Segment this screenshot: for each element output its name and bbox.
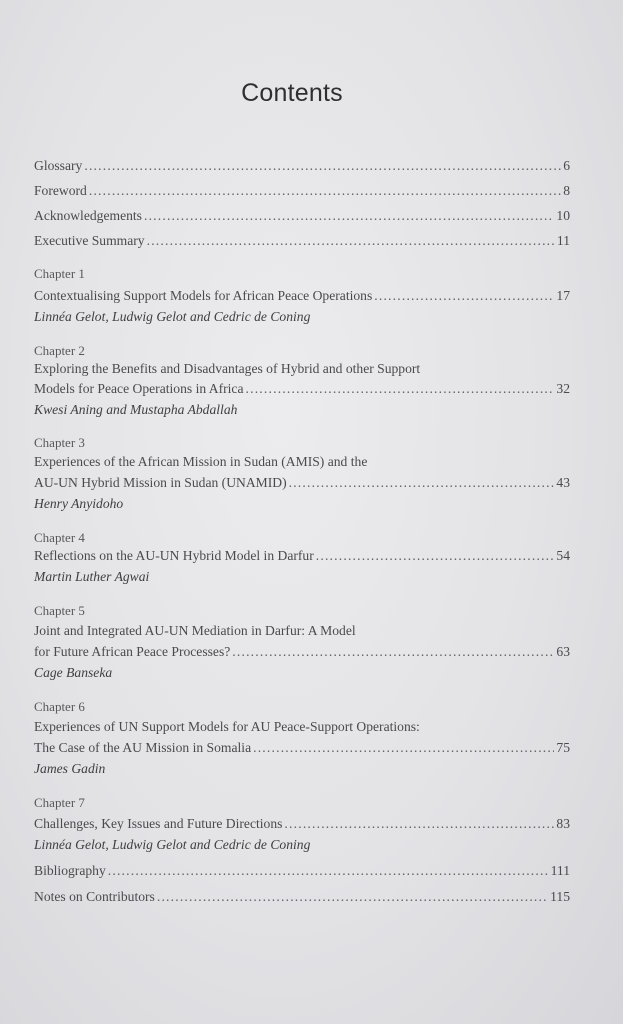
chapter-authors: James Gadin [34,761,106,776]
chapter-label: Chapter 4 [34,530,85,545]
entry-page: 10 [556,208,570,223]
entry-page: 8 [563,183,570,198]
entry-title: Foreword [34,183,87,198]
chapter-authors: Linnéa Gelot, Ludwig Gelot and Cedric de Coning [34,837,311,852]
chapter-authors: Kwesi Aning and Mustapha Abdallah [34,402,238,417]
chapter-authors: Linnéa Gelot, Ludwig Gelot and Cedric de Coning [34,309,311,324]
entry-page: 111 [550,863,570,878]
toc-entry-foreword[interactable] [34,180,570,202]
leader-dots [316,545,555,567]
toc-entry-bibliography[interactable] [34,860,570,882]
entry-page: 17 [556,288,570,303]
toc-entry-chapter-4[interactable] [34,545,570,567]
toc-entry-chapter-5[interactable] [34,641,570,663]
entry-title-line: Experiences of the African Mission in Sudan (AMIS) and the [34,454,368,469]
entry-title: Reflections on the AU-UN Hybrid Model in Darfur [34,548,314,563]
entry-page: 54 [556,548,570,563]
chapter-authors: Cage Banseka [34,665,113,680]
entry-page: 32 [556,381,570,396]
entry-page: 6 [563,158,570,173]
entry-page: 75 [556,740,570,755]
chapter-authors: Henry Anyidoho [34,496,124,511]
entry-title-line: Experiences of UN Support Models for AU Peace-Support Operations: [34,719,420,734]
leader-dots [84,155,561,177]
leader-dots [144,205,554,227]
chapter-label: Chapter 6 [34,699,85,714]
leader-dots [246,378,555,400]
chapter-label: Chapter 2 [34,343,85,358]
entry-title: AU-UN Hybrid Mission in Sudan (UNAMID) [34,475,287,490]
entry-title: Challenges, Key Issues and Future Directions [34,816,283,831]
entry-page: 63 [556,644,570,659]
entry-title: Notes on Contributors [34,889,155,904]
entry-title: for Future African Peace Processes? [34,644,231,659]
entry-title: Executive Summary [34,233,145,248]
entry-page: 43 [556,475,570,490]
entry-title: Bibliography [34,863,106,878]
toc-entry-chapter-7[interactable] [34,813,570,835]
page-title: Contents [241,79,343,107]
toc-entry-notes-on-contributors[interactable] [34,886,570,908]
entry-title-line: Exploring the Benefits and Disadvantages of Hybrid and other Support [34,361,421,376]
leader-dots [253,737,554,759]
toc-entry-executive-summary[interactable] [34,230,570,252]
entry-title: Contextualising Support Models for African Peace Operations [34,288,373,303]
entry-title: The Case of the AU Mission in Somalia [34,740,252,755]
toc-entry-chapter-6[interactable] [34,737,570,759]
chapter-label: Chapter 5 [34,603,85,618]
toc-entry-acknowledgements[interactable] [34,205,570,227]
toc-entry-chapter-2[interactable] [34,378,570,400]
chapter-label: Chapter 1 [34,266,85,281]
leader-dots [232,641,554,663]
leader-dots [284,813,554,835]
chapter-label: Chapter 3 [34,435,85,450]
leader-dots [89,180,561,202]
entry-title: Models for Peace Operations in Africa [34,381,244,396]
leader-dots [289,472,555,494]
toc-entry-glossary[interactable] [34,155,570,177]
chapter-label: Chapter 7 [34,795,85,810]
entry-page: 11 [556,233,570,248]
entry-title: Acknowledgements [34,208,142,223]
entry-title: Glossary [34,158,83,173]
leader-dots [374,285,554,307]
entry-page: 83 [556,816,570,831]
leader-dots [147,230,555,252]
entry-page: 115 [550,889,570,904]
toc-entry-chapter-3[interactable] [34,472,570,494]
leader-dots [108,860,549,882]
toc-entry-chapter-1[interactable] [34,285,570,307]
entry-title-line: Joint and Integrated AU-UN Mediation in Darfur: A Model [34,623,356,638]
leader-dots [157,886,548,908]
chapter-authors: Martin Luther Agwai [34,569,150,584]
